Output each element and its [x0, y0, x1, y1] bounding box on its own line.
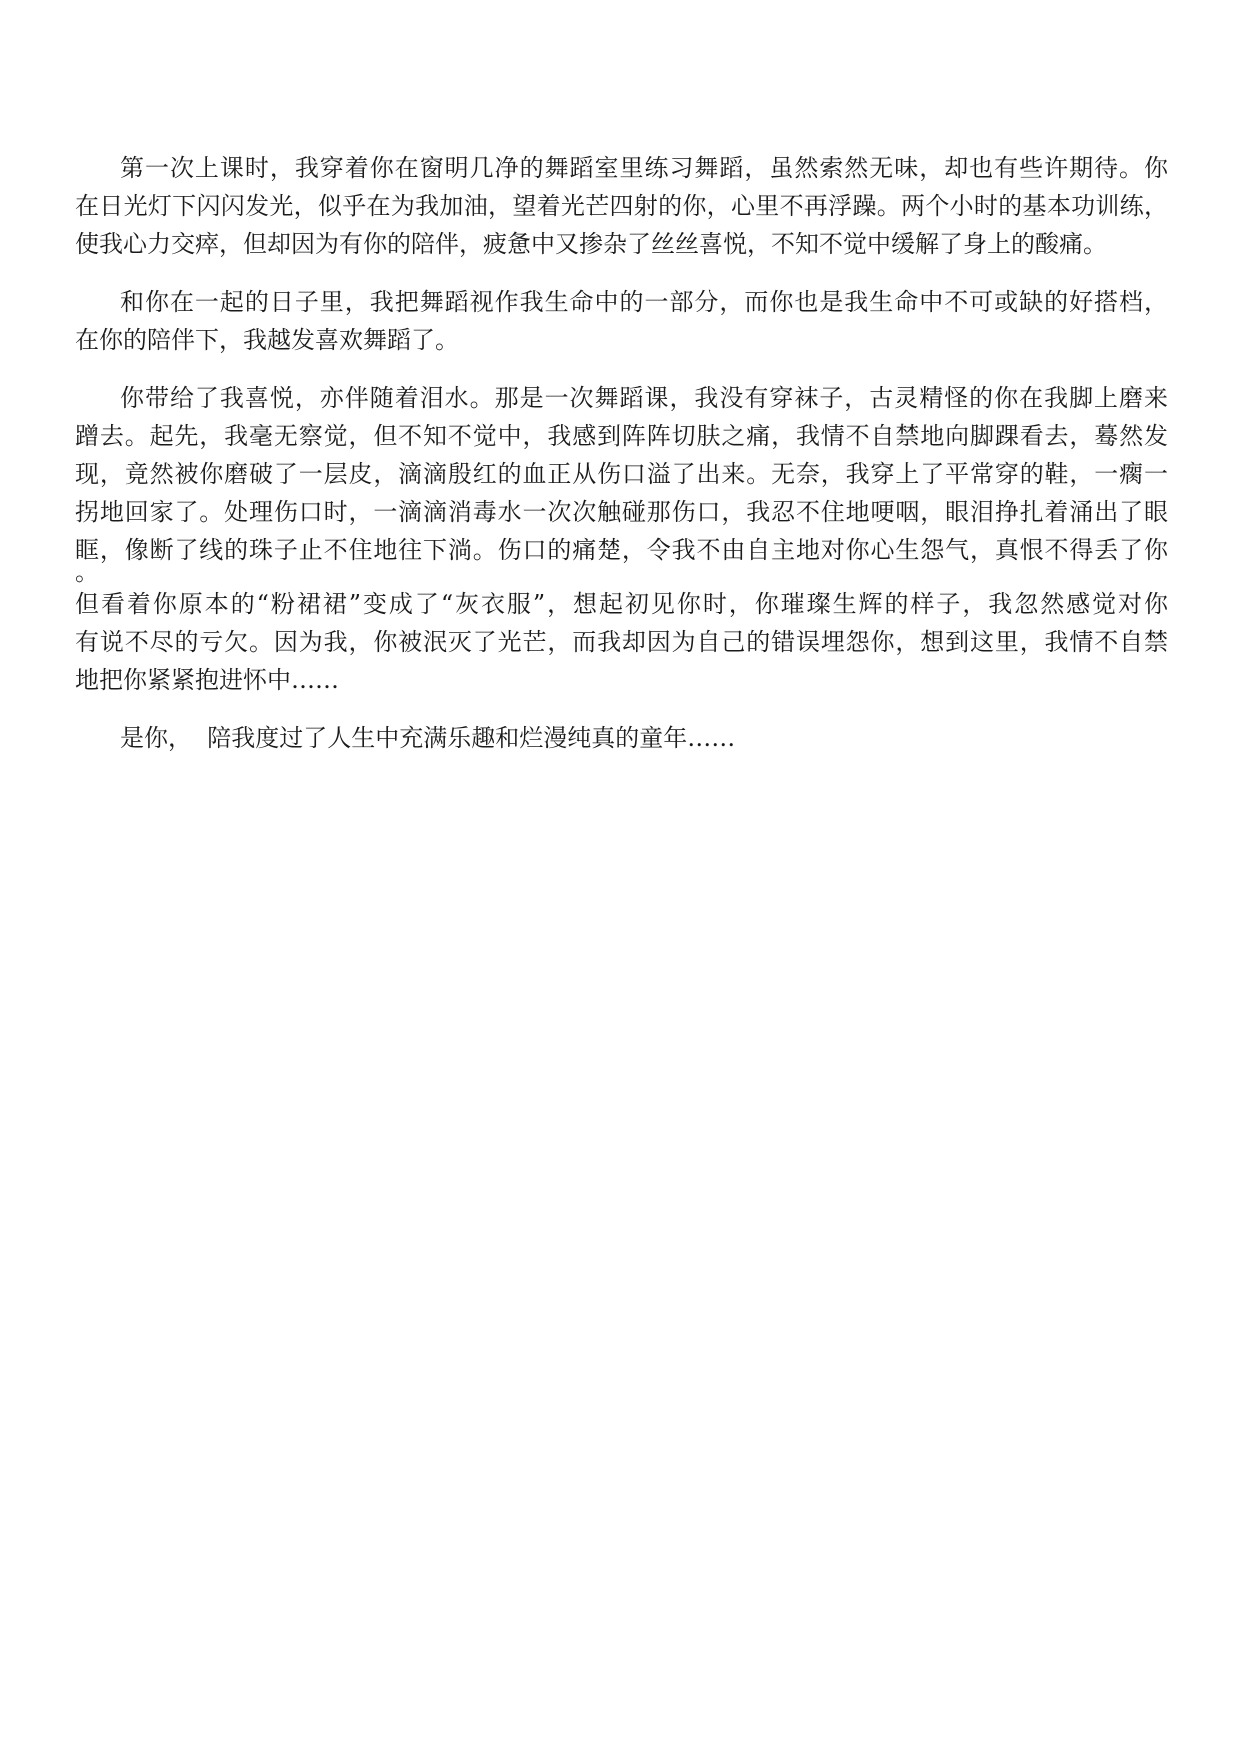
paragraph-1-line-2: 在日光灯下闪闪发光，似乎在为我加油，望着光芒四射的你，心里不再浮躁。两个小时的基本功训练，	[75, 192, 1168, 220]
paragraph-4-line-1: 但看着你原本的“粉裙裙”变成了“灰衣服”，想起初见你时，你璀璨生辉的样子，我忽然感觉对你	[75, 590, 1168, 618]
paragraph-2-line-1: 和你在一起的日子里，我把舞蹈视作我生命中的一部分，而你也是我生命中不可或缺的好搭档，	[120, 288, 1168, 316]
paragraph-3-line-4: 拐地回家了。处理伤口时，一滴滴消毒水一次次触碰那伤口，我忍不住地哽咽，眼泪挣扎着涌出了眼	[75, 498, 1168, 526]
paragraph-3-line-3: 现，竟然被你磨破了一层皮，滴滴殷红的血正从伤口溢了出来。无奈，我穿上了平常穿的鞋，一瘸一	[75, 460, 1168, 488]
paragraph-3-line-2: 蹭去。起先，我毫无察觉，但不知不觉中，我感到阵阵切肤之痛，我情不自禁地向脚踝看去，蓦然发	[75, 422, 1168, 450]
paragraph-4-line-3: 地把你紧紧抱进怀中……	[75, 666, 339, 694]
paragraph-5-line-1: 是你， 陪我度过了人生中充满乐趣和烂漫纯真的童年……	[120, 724, 736, 752]
paragraph-3-line-6: 。	[75, 558, 99, 586]
paragraph-3-line-1: 你带给了我喜悦，亦伴随着泪水。那是一次舞蹈课，我没有穿袜子，古灵精怪的你在我脚上磨来	[120, 384, 1168, 412]
paragraph-1-line-1: 第一次上课时，我穿着你在窗明几净的舞蹈室里练习舞蹈，虽然索然无味，却也有些许期待。你	[120, 154, 1168, 182]
paragraph-1-line-3: 使我心力交瘁，但却因为有你的陪伴，疲惫中又掺杂了丝丝喜悦，不知不觉中缓解了身上的酸痛。	[75, 230, 1107, 258]
paragraph-3-line-5: 眶，像断了线的珠子止不住地往下淌。伤口的痛楚，令我不由自主地对你心生怨气，真恨不得丢了你	[75, 536, 1168, 564]
paragraph-4-line-2: 有说不尽的亏欠。因为我，你被泯灭了光芒，而我却因为自己的错误埋怨你，想到这里，我情不自禁	[75, 628, 1168, 656]
paragraph-2-line-2: 在你的陪伴下，我越发喜欢舞蹈了。	[75, 326, 459, 354]
